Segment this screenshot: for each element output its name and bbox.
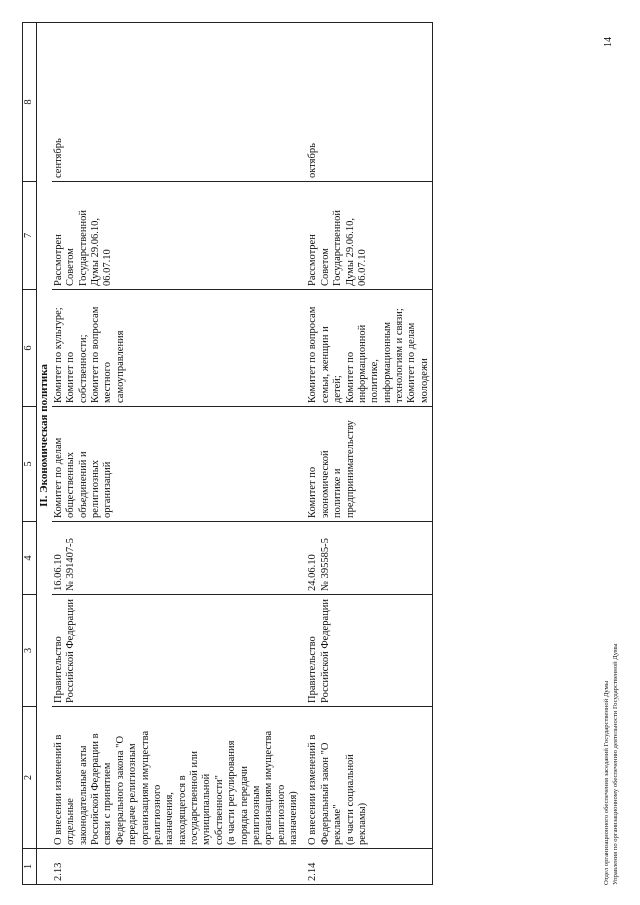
co-committees: Комитет по культуре; Комитет по собственности; Комитет по вопросам местного самоуправления [52,290,302,407]
table-row [52,23,302,885]
responsible-committee: Комитет по экономической политике и предпринимательству [301,407,432,522]
registration: 24.06.10 № 395585-5 [301,522,432,595]
month: октябрь [301,23,432,182]
col-header-2: 2 [23,707,37,849]
responsible-committee: Комитет по делам общественных объединений и религиозных организаций [52,407,302,522]
initiator: Правительство Российской Федерации [52,595,302,707]
row-number: 2.13 [52,849,302,885]
page-number: 14 [603,37,614,47]
footer-line-2: Управления по организационному обеспечению деятельности Государственной Думы [611,643,619,885]
status: Рассмотрен Советом Государственной Думы 29.06.10, 06.07.10 [52,182,302,290]
initiator: Правительство Российской Федерации [301,595,432,707]
section-title: II. Экономическая политика [37,23,52,849]
section-row [37,23,52,885]
co-committees: Комитет по вопросам семьи, женщин и детей; Комитет по информационной политике, информационным технологиям и связи; Комитет по делам молодежи [301,290,432,407]
bill-title: О внесении изменений в Федеральный закон "О рекламе" (в части социальной рекламы) [301,707,432,849]
row-number: 2.14 [301,849,432,885]
col-header-5: 5 [23,407,37,522]
footer-line-1: Отдел организационного обеспечения заседаний Государственной Думы [603,680,610,885]
col-header-3: 3 [23,595,37,707]
registration: 16.06.10 № 391407-5 [52,522,302,595]
bill-title: О внесении изменений в отдельные законодательные акты Российской Федерации в связи с принятием Федерального закона "О передаче религиозным организациям имущества религиозного назначения, находящегося в государственной или муниципальной собственности" (в части регулирования порядка передачи религиозным организациям имущества религиозного назначения) [52,707,302,849]
month: сентябрь [52,23,302,182]
col-header-6: 6 [23,290,37,407]
header-row [23,23,37,885]
col-header-1: 1 [23,849,37,885]
col-header-7: 7 [23,182,37,290]
footer [603,643,621,885]
plan-table [22,22,433,885]
table-row [301,23,432,885]
col-header-8: 8 [23,23,37,182]
status: Рассмотрен Советом Государственной Думы 29.06.10, 06.07.10 [301,182,432,290]
col-header-4: 4 [23,522,37,595]
